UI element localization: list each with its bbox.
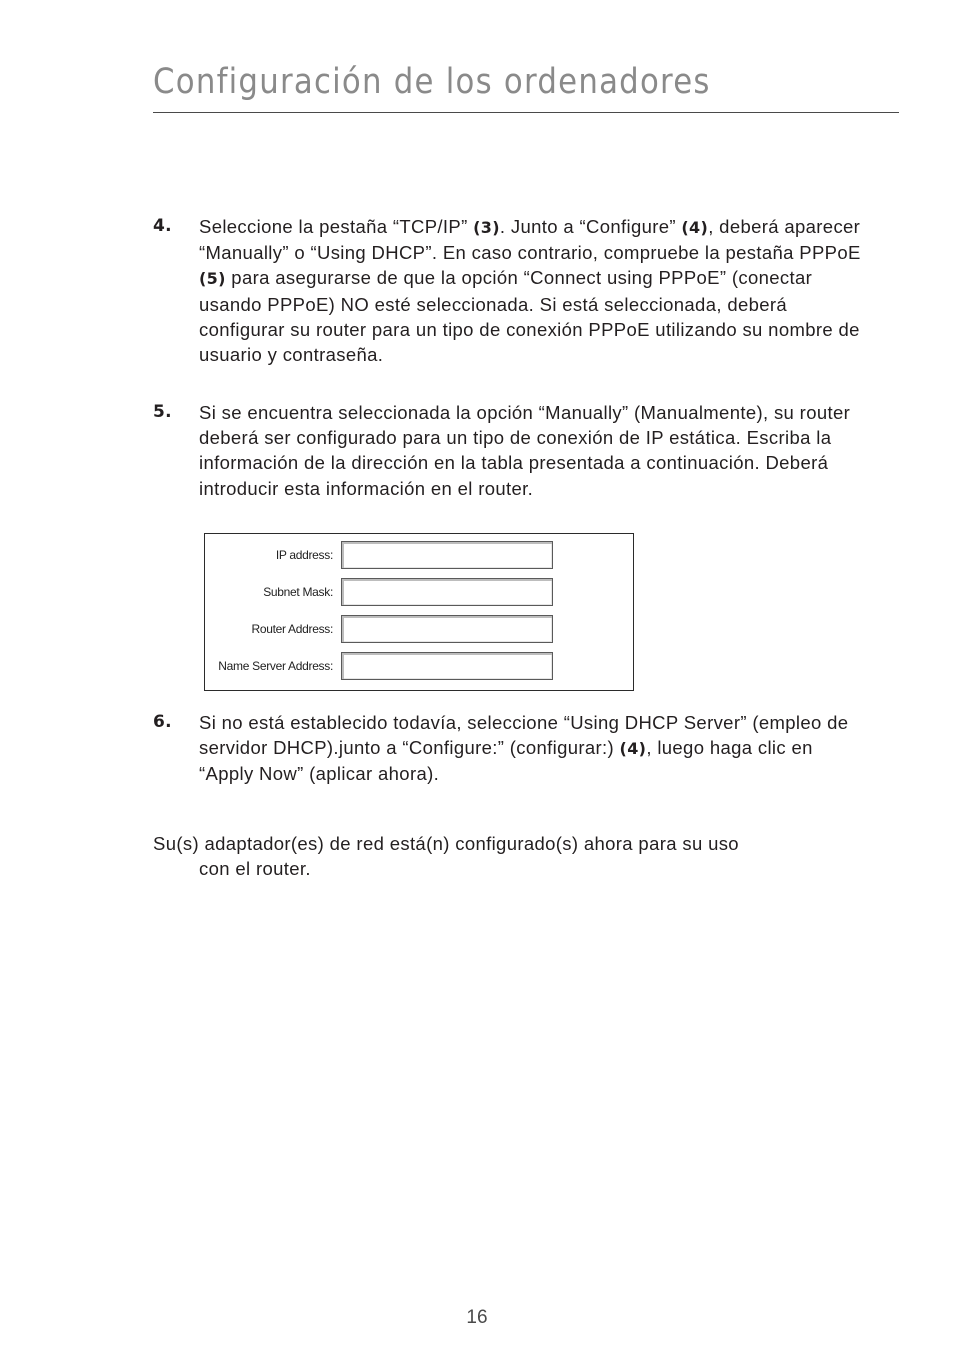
address-form xyxy=(204,533,634,691)
router-address-label: Router Address: xyxy=(251,622,333,636)
step-4 xyxy=(153,214,863,367)
step-text-segment: para asegurarse de que la opción “Connect using PPPoE” (conectar usando PPPoE) NO esté seleccionada. Si está seleccionada, deberá configurar su router para un tipo de conexión PPPoE utilizando su nombre de usuario y contraseña. xyxy=(199,267,860,366)
step-number: 5. xyxy=(153,402,172,422)
subnet-mask-field[interactable] xyxy=(341,578,553,606)
page-number: 16 xyxy=(466,1307,488,1328)
closing-line: con el router. xyxy=(199,858,311,880)
step-text-segment: , deberá aparecer “Manually” o “Using DHCP”. En caso contrario, compruebe la pestaña PPPoE xyxy=(199,216,861,264)
reference-number: (3) xyxy=(473,218,500,237)
step-text-segment: Si se encuentra seleccionada la opción “Manually” (Manualmente), su router deberá ser configurado para un tipo de conexión de IP estática. Escriba la información de la dirección en la tabla presentada a continuación. Deberá introducir esta información en el router. xyxy=(199,402,851,499)
step-number: 6. xyxy=(153,712,172,732)
step-text-segment: . Junto a “Configure” xyxy=(499,216,682,237)
step-text-segment: , luego haga clic en “Apply Now” (aplicar ahora). xyxy=(199,737,813,785)
name-server-address-label: Name Server Address: xyxy=(218,659,333,673)
page-title: Configuración de los ordenadores xyxy=(153,62,711,102)
form-row-subnet-mask xyxy=(205,578,633,608)
reference-number: (5) xyxy=(199,269,226,289)
step-6 xyxy=(153,710,863,787)
form-row-name-server-address xyxy=(205,652,633,682)
reference-number: (4) xyxy=(619,739,647,759)
step-text xyxy=(199,400,863,501)
title-divider xyxy=(153,112,899,113)
ip-address-field[interactable] xyxy=(341,541,553,569)
reference-number: (4) xyxy=(681,218,709,237)
form-row-router-address xyxy=(205,615,633,645)
step-text-segment: Si no está establecido todavía, seleccione “Using DHCP Server” (empleo de servidor DHCP).junto a “Configure:” (configurar:) xyxy=(199,712,849,759)
step-text xyxy=(199,214,863,367)
router-address-field[interactable] xyxy=(341,615,553,643)
step-text xyxy=(199,710,863,787)
subnet-mask-label: Subnet Mask: xyxy=(263,585,333,599)
step-5 xyxy=(153,400,863,501)
closing-paragraph xyxy=(153,831,873,881)
step-text-segment: Seleccione la pestaña “TCP/IP” xyxy=(199,216,474,237)
form-row-ip-address xyxy=(205,541,633,571)
closing-line: Su(s) adaptador(es) de red está(n) configurado(s) ahora para su uso xyxy=(153,833,739,854)
ip-address-label: IP address: xyxy=(275,548,333,562)
step-number: 4. xyxy=(153,216,172,236)
name-server-address-field[interactable] xyxy=(341,652,553,680)
